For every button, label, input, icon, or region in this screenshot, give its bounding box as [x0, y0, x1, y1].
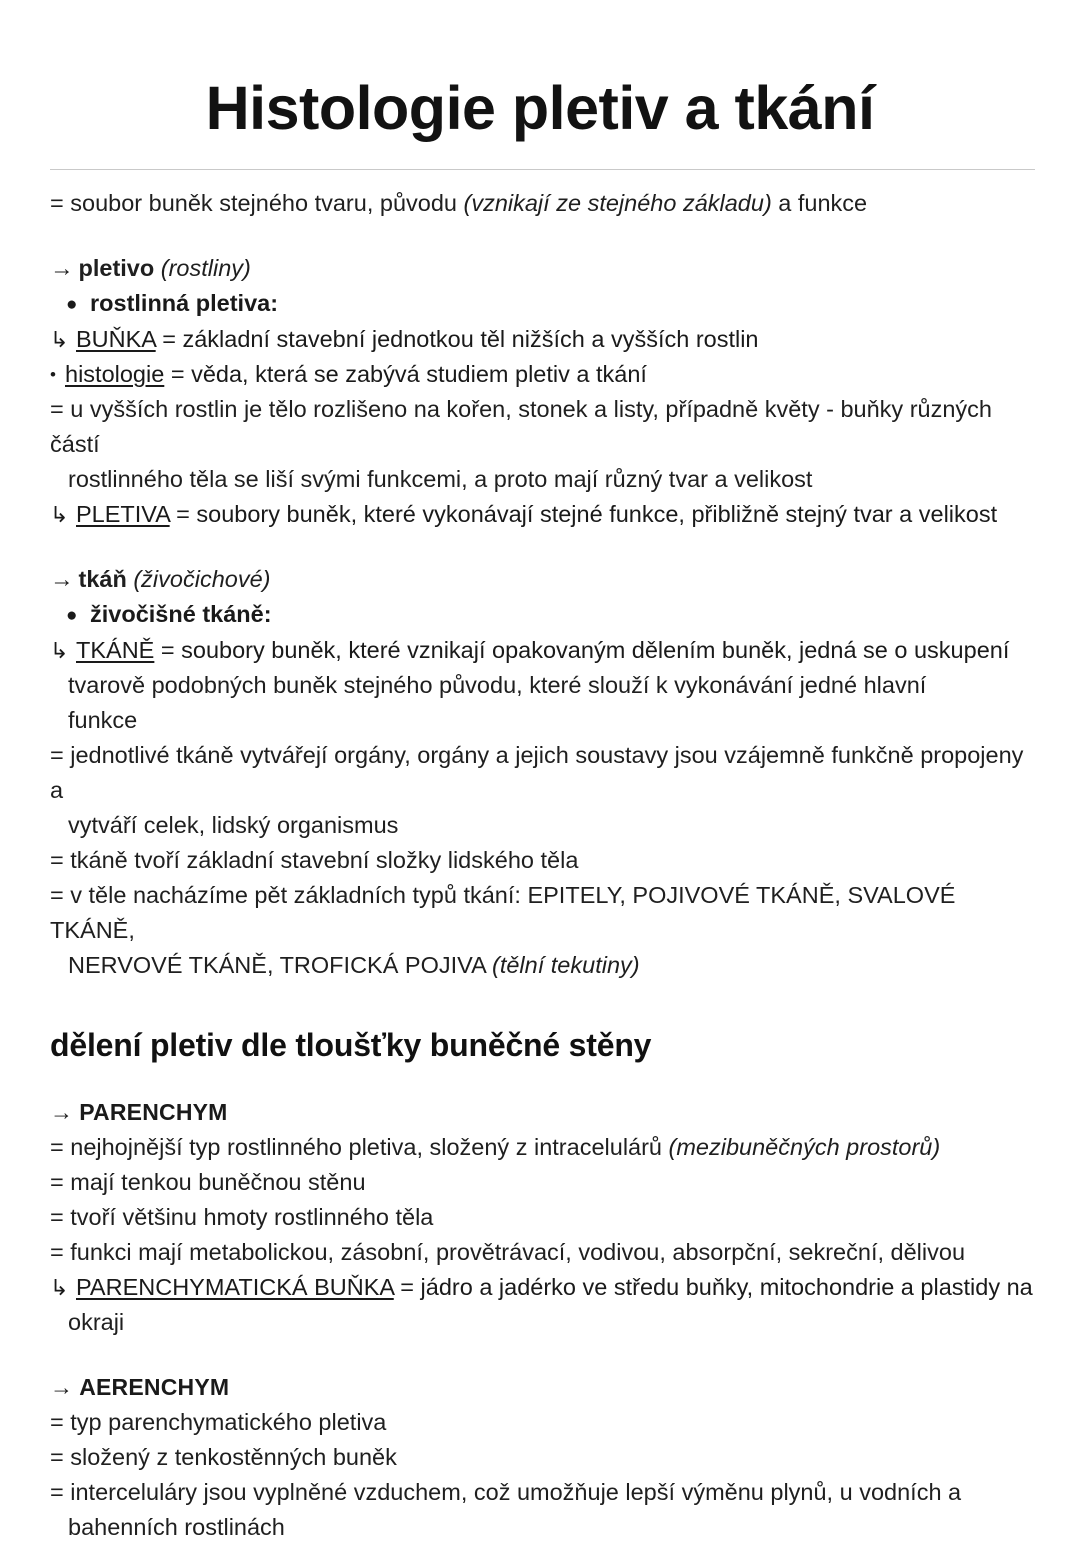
item-parenchymaticka-bunka: [40, 1270, 1040, 1305]
spacer: [40, 170, 1040, 186]
aerenchym-line3: = interceluláry jsou vyplněné vzduchem, což umožňuje lepší výměnu plynů, u vodních a: [50, 1479, 962, 1505]
aerenchym-line2: = složený z tenkostěnných buněk: [50, 1444, 397, 1470]
heading-tkan-note: (živočichové): [133, 566, 271, 592]
corner-arrow-icon: ↳: [50, 502, 69, 527]
bullet-rostlinna-pletiva-label: rostlinná pletiva:: [90, 290, 279, 316]
heading-pletivo-keyword: pletivo: [78, 255, 155, 281]
item-tkane-rest: = soubory buněk, které vznikají opakovaným dělením buněk, jedná se o uskupení: [154, 637, 1010, 663]
corner-arrow-icon: ↳: [50, 638, 69, 663]
item-parenchymaticka-bunka-rest: = jádro a jadérko ve středu buňky, mitochondrie a plastidy na: [393, 1274, 1033, 1300]
intro-italic: (vznikají ze stejného základu): [463, 190, 772, 216]
spacer: [40, 532, 1040, 562]
aerenchym-line3-cont: bahenních rostlinách: [68, 1514, 285, 1540]
item-pletiva-term: PLETIVA: [76, 501, 170, 527]
item-tkane-term: TKÁNĚ: [76, 637, 155, 663]
item-histologie-rest: = věda, která se zabývá studiem pletiv a tkání: [164, 361, 647, 387]
intro-prefix: = soubor buněk stejného tvaru, původu: [50, 190, 464, 216]
corner-arrow-icon: ↳: [50, 327, 69, 352]
bullet-large-icon: ●: [66, 294, 78, 315]
heading-tkan-keyword: tkáň: [78, 566, 127, 592]
item-organy-line2: vytváří celek, lidský organismus: [68, 812, 399, 838]
item-parenchymaticka-bunka-term: PARENCHYMATICKÁ BUŇKA: [76, 1274, 394, 1300]
corner-arrow-icon: ↳: [50, 1275, 69, 1300]
parenchym-line3: = tvoří většinu hmoty rostlinného těla: [50, 1204, 434, 1230]
page-title: Histologie pletiv a tkání: [205, 74, 875, 142]
intro-line: [40, 186, 1040, 221]
item-tkane-line2: tvarově podobných buněk stejného původu, které slouží k vykonávání jedné hlavní: [68, 672, 927, 698]
heading-tkan: [40, 562, 1040, 597]
right-arrow-icon: →: [50, 1099, 74, 1125]
item-bunka-term: BUŇKA: [76, 326, 156, 352]
heading-aerenchym-label: AERENCHYM: [79, 1374, 230, 1400]
item-pletiva: [40, 497, 1040, 532]
bullet-rostlinna-pletiva: [40, 286, 1040, 322]
spacer: [40, 983, 1040, 1025]
item-tkane-line3: funkce: [68, 707, 138, 733]
item-tkane: [40, 633, 1040, 668]
spacer: [40, 1065, 1040, 1095]
intro-suffix: a funkce: [771, 190, 868, 216]
parenchym-line1-italic: (mezibuněčných prostorů): [668, 1134, 941, 1160]
spacer: [40, 1340, 1040, 1370]
heading-parenchym-label: PARENCHYM: [79, 1099, 228, 1125]
item-bunka: [40, 322, 1040, 357]
aerenchym-line1: = typ parenchymatického pletiva: [50, 1409, 387, 1435]
bullet-zivocisne-tkane: [40, 597, 1040, 633]
item-bunka-rest: = základní stavební jednotkou těl nižších a vyšších rostlin: [155, 326, 759, 352]
item-typy-line2-prefix: NERVOVÉ TKÁNĚ, TROFICKÁ POJIVA: [68, 952, 492, 978]
item-vyssi-rostliny-line2: rostlinného těla se liší svými funkcemi, a proto mají různý tvar a velikost: [68, 466, 813, 492]
parenchym-line2: = mají tenkou buněčnou stěnu: [50, 1169, 366, 1195]
item-typy-line1: = v těle nacházíme pět základních typů tkání: EPITELY, POJIVOVÉ TKÁNĚ, SVALOVÉ TKÁNĚ,: [50, 882, 962, 943]
right-arrow-icon: →: [50, 255, 74, 281]
parenchym-line4: = funkci mají metabolickou, zásobní, provětrávací, vodivou, absorpční, sekreční, dělivou: [50, 1239, 966, 1265]
heading-aerenchym: [40, 1370, 1040, 1405]
heading-pletivo: [40, 251, 1040, 286]
bullet-zivocisne-tkane-label: živočišné tkáně:: [90, 601, 272, 627]
item-pletiva-rest: = soubory buněk, které vykonávají stejné funkce, přibližně stejný tvar a velikost: [169, 501, 998, 527]
right-arrow-icon: →: [50, 1374, 74, 1400]
item-histologie-term: histologie: [65, 361, 165, 387]
item-slozky: = tkáně tvoří základní stavební složky lidského těla: [50, 847, 579, 873]
heading-pletivo-note: (rostliny): [160, 255, 251, 281]
parenchym-line1: [40, 1130, 1040, 1165]
item-typy-line2-italic: (tělní tekutiny): [492, 952, 640, 978]
right-arrow-icon: →: [50, 566, 74, 592]
item-vyssi-rostliny-line1: = u vyšších rostlin je tělo rozlišeno na kořen, stonek a listy, případně květy - buňky různých částí: [50, 396, 999, 457]
item-parenchymaticka-bunka-cont: okraji: [68, 1309, 125, 1335]
bullet-large-icon: ●: [66, 605, 78, 626]
bullet-small-icon: •: [50, 365, 56, 384]
item-histologie: [40, 357, 1040, 392]
section-heading-deleni: dělení pletiv dle tloušťky buněčné stěny: [50, 1027, 652, 1063]
spacer: [40, 221, 1040, 251]
item-organy-line1: = jednotlivé tkáně vytvářejí orgány, orgány a jejich soustavy jsou vzájemně funkčně propojeny a: [50, 742, 1030, 803]
heading-parenchym: [40, 1095, 1040, 1130]
parenchym-line1-prefix: = nejhojnější typ rostlinného pletiva, složený z intracelulárů: [50, 1134, 669, 1160]
item-typy-line2: [40, 948, 1040, 983]
